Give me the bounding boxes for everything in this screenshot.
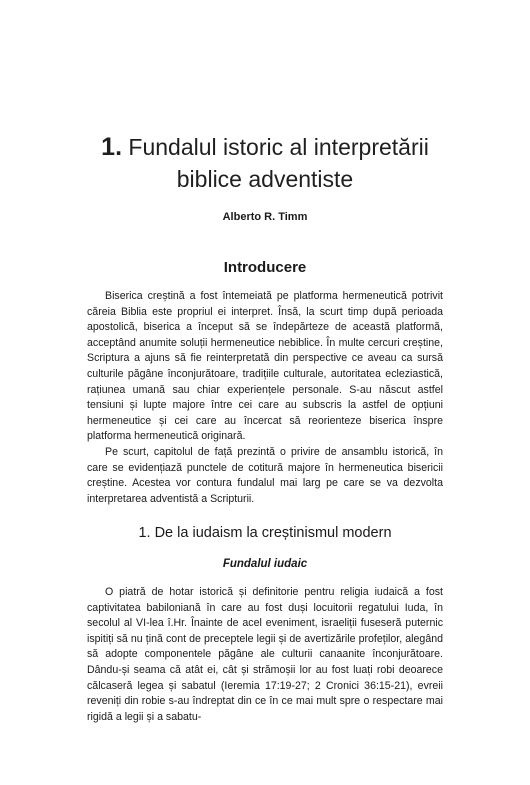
introduction-body	[87, 289, 443, 507]
section-1-paragraph: O piatră de hotar istorică și definitorie pentru religia iudaică a fost captivitatea babiloniană în care au fost duși locuitorii regatului Iuda, în secolul al VI-lea î.Hr. Înainte de acel eveniment, israeliții fuseseră puternic ispitiți să nu țină cont de preceptele legii și de avertizările profeților, alegând să adopte componentele păgâne ale culturii canaanite înconjurătoare. Dându-și seama că atât ei, cât și strămoșii lor au fost luați robi deoarece călcaseră legea și sabatul (Ieremia 17:19-27; 2 Cronici 36:15-21), evreii reveniți din robie s-au îndreptat din ce în ce mai mult spre o respectare mai rigidă a legii și a sabatu-	[87, 586, 443, 723]
chapter-title-line1	[0, 133, 530, 161]
section-1-body	[87, 585, 443, 725]
author-name: Alberto R. Timm	[222, 211, 308, 223]
chapter-title-text-1: Fundalul istoric al interpretării	[128, 134, 429, 160]
section-1-subheading: Fundalul iudaic	[222, 558, 308, 570]
introduction-heading: Introducere	[223, 259, 307, 276]
introduction-paragraph-2: Pe scurt, capitolul de față prezintă o privire de ansamblu istorică, în care se evidențiază punctele de cotitură majore în hermeneutica bisericii creștine. Acestea vor contura fundalul mai larg pe care se va dezvolta interpretarea adventistă a Scripturii.	[87, 445, 443, 505]
chapter-number: 1.	[101, 133, 123, 161]
chapter-title-line2: biblice adventiste	[176, 166, 354, 192]
introduction-paragraph-1: Biserica creștină a fost întemeiată pe platforma hermeneutică potrivit căreia Biblia este propriul ei interpret. Însă, la scurt timp după perioada apostolică, biserica a început să se îndepărteze de această platformă, acceptând anumite soluții hermeneutice nebiblice. În multe cercuri creștine, Scriptura a ajuns să fie reinterpretată din perspective ce aveau ca sursă culturile păgâne înconjurătoare, tradițiile culturale, autoritatea ecleziastică, rațiunea umană sau chiar experiențele personale. S-au născut astfel tensiuni și lupte majore între cei care au subscris la astfel de opțiuni hermeneutice și cei care au încercat să reorienteze biserica înspre platforma hermeneutică originară.	[87, 290, 443, 443]
section-1-heading: 1. De la iudaism la creștinismul modern	[138, 525, 392, 541]
